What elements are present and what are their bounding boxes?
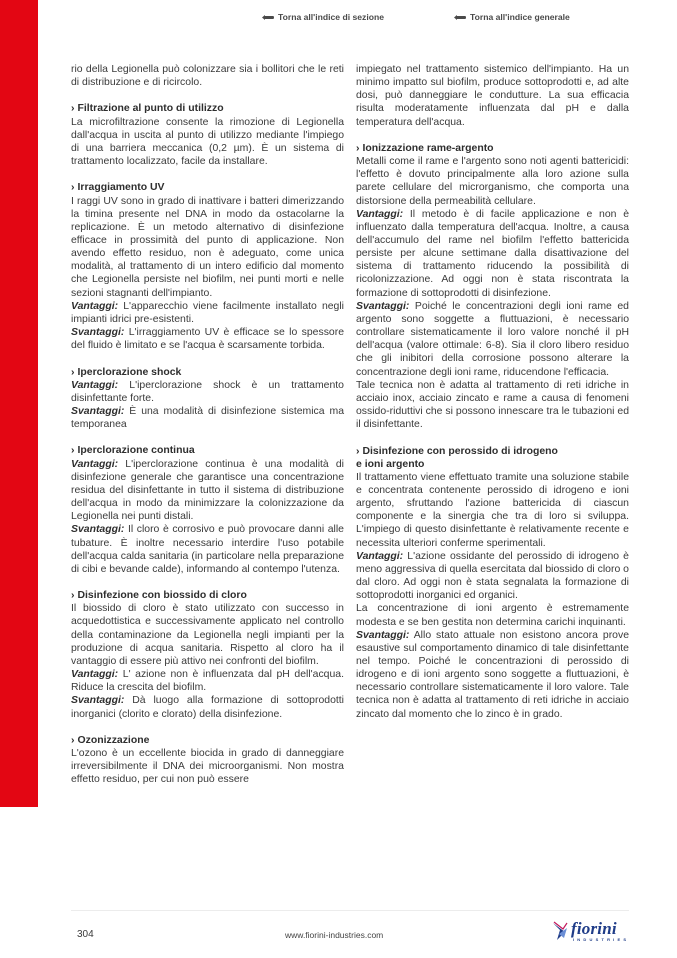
continua-pros: Vantaggi: L'iperclorazione continua è una modalità di disinfezione generale che garantisce una concentrazione residua del disinfettante in tutto il sistema di distribuzione dell'acqua in modo da minimizzare la colonizzazione da Legionella nei punti distali.: [71, 458, 344, 523]
ionizzazione-pros: Vantaggi: Il metodo è di facile applicazione e non è influenzato dalla temperatura dell'acqua. Inoltre, a causa dell'accumulo del rame nel biofilm l'effetto battericida persiste per alcune settimane dalla disattivazione del sistema di trattamento riducendo la possibilità di ricolonizzazione. Ad oggi non è stata riscontrata la formazione di sottoprodotti di disinfezione.: [356, 208, 629, 299]
perossido-body: Il trattamento viene effettuato tramite una soluzione stabile e concentrata contenente perossido di idrogeno e ioni argento, sfruttando l'azione battericida di ciascun componente e la sinergia che tra di loro si sviluppa. L'impiego di questo disinfettante è relativamente recente e necessita ulteriori conferme sperimentali.: [356, 471, 629, 549]
chevron-right-icon: ›: [71, 182, 75, 194]
biossido-body: Il biossido di cloro è stato utilizzato con successo in acquedottistica e successivamente applicato nel controllo della contaminazione da Legionella negli impianti per la produzione di acqua sanitaria. Rispetto al cloro ha il vantaggio di essere più attivo nei confronti del biofilm.: [71, 603, 344, 667]
left-column: [71, 63, 344, 787]
back-to-section-index-label: Torna all'indice di sezione: [278, 12, 384, 22]
chevron-right-icon: ›: [356, 142, 360, 154]
ionizzazione-body: Metalli come il rame e l'argento sono noti agenti battericidi: l'effetto è dovuto principalmente alla loro azione sulla parete cellulare del microrganismo, che comporta una distorsione della permeabilità cellulare.: [356, 156, 629, 207]
section-heading-perossido: › Disinfezione con perossido di idrogeno e ioni argento: [356, 445, 558, 470]
perossido-pros: Vantaggi: L'azione ossidante del perossido di idrogeno è meno aggressiva di quella esercitata dal biossido di cloro o dal cloro. Ad oggi non è stata segnalata la formazione di sottoprodotti inorganici ed organici.: [356, 550, 629, 602]
back-to-general-index-label: Torna all'indice generale: [470, 12, 570, 22]
ozono-body: L'ozono è un eccellente biocida in grado di danneggiare irreversibilmente il DNA dei microorganismi. Non mostra effetto residuo, per cui non può essere: [71, 748, 344, 786]
section-heading-ionizzazione: › Ionizzazione rame-argento: [356, 142, 494, 154]
chevron-right-icon: ›: [71, 734, 75, 746]
ionizzazione-cons: Svantaggi: Poiché le concentrazioni degli ioni rame ed argento sono soggette a fluttuazioni, è necessario controllare sistematicamente il loro valore nonché il pH dell'acqua (valore ottimale: 6-8). Sia il cloro libero residuo che gli inibitori della corrosione possono alterare la concentrazione degli ioni rame, riducendone l'efficacia.: [356, 300, 629, 378]
chevron-right-icon: ›: [71, 590, 75, 602]
page-number: 304: [77, 929, 94, 940]
perossido-cons: Svantaggi: Allo stato attuale non esistono ancora prove esaustive sul comportamento dinamico di tale disinfettante nel tempo. Poiché le concentrazioni di perossido di idrogeno e di ioni argento sono soggette a fluttuazioni, è necessario controllare sistematicamente il loro valore. Tale tecnica non è adatta al trattamento di reti idriche in acciaio zincato dal momento che lo zinco è in grado.: [356, 629, 629, 720]
chevron-right-icon: ›: [71, 366, 75, 378]
back-to-general-index-link[interactable]: [454, 12, 570, 22]
ionizzazione-note: Tale tecnica non è adatta al trattamento di reti idriche in acciaio inox, acciaio zincato e rame a causa di fenomeni ossido-riduttivi che si possono innescare tra le tubazioni ed il disinfettante.: [356, 379, 629, 431]
fiorini-logo: [551, 920, 631, 948]
uv-cons: Svantaggi: L'irraggiamento UV è efficace se lo spessore del fluido è limitato e se l'acqua è scarsamente torbida.: [71, 327, 344, 352]
section-heading-continua: › Iperclorazione continua: [71, 445, 195, 457]
right-column: [356, 63, 629, 787]
filtrazione-body: La microfiltrazione consente la rimozione di Legionella dall'acqua in uscita al punto di utilizzo mediante l'impiego di una barriera meccanica (0,2 µm). È un sistema di trattamento localizzato, facile da installare.: [71, 116, 344, 168]
continua-cons: Svantaggi: Il cloro è corrosivo e può provocare danni alle tubature. È inoltre necessario interdire l'uso potabile dell'acqua calda sanitaria (in particolare nella preparazione di cibi e bevande calde), informando al contempo l'utenza.: [71, 524, 344, 575]
uv-body: I raggi UV sono in grado di inattivare i batteri dimerizzando la timina presente nel DNA in modo da ostacolarne la replicazione. È un metodo alternativo di disinfezione efficace in prossimità del punto di applicazione. Non avendo effetto residuo, non è adeguato, come unica modalità, al trattamento di un intero edificio dal momento che Legionella persiste nel biofilm, nei punti morti e nelle sezioni stagnanti dell'impianto.: [71, 195, 344, 299]
chevron-right-icon: ›: [71, 103, 75, 115]
section-heading-filtrazione: › Filtrazione al punto di utilizzo: [71, 103, 224, 115]
biossido-cons: Svantaggi: Dà luogo alla formazione di sottoprodotti inorganici (clorito e clorato) della disinfezione.: [71, 695, 344, 720]
section-heading-biossido: › Disinfezione con biossido di cloro: [71, 590, 247, 602]
biossido-pros: Vantaggi: L' azione non è influenzata dal pH dell'acqua. Riduce la crescita del biofilm.: [71, 669, 344, 694]
ozono-continued: impiegato nel trattamento sistemico dell'impianto. Ha un minimo impatto sul biofilm, produce sottoprodotti e, ad alte dosi, può danneggiare le condutture. La sua efficacia risulta moderatamente influenzata dal pH e dalla temperatura dell'acqua.: [356, 64, 629, 128]
section-heading-uv: › Irraggiamento UV: [71, 182, 165, 194]
logo-wordmark: fiorini: [571, 919, 617, 938]
back-hand-icon: [262, 14, 274, 21]
back-hand-icon: [454, 14, 466, 21]
two-column-body: [71, 63, 629, 787]
footer-divider: [71, 910, 629, 911]
section-heading-shock: › Iperclorazione shock: [71, 366, 182, 378]
shock-cons: Svantaggi: È una modalità di disinfezione sistemica ma temporanea: [71, 406, 344, 431]
chevron-right-icon: ›: [71, 445, 75, 457]
red-side-bar: [0, 0, 38, 807]
section-heading-ozono: › Ozonizzazione: [71, 734, 150, 746]
uv-pros: Vantaggi: L'apparecchio viene facilmente installato negli impianti idrici pre-esistenti.: [71, 300, 344, 325]
top-navigation: [0, 12, 677, 28]
website-link[interactable]: www.fiorini-industries.com: [285, 930, 384, 940]
fiorini-logo-mark-icon: [551, 920, 569, 942]
logo-subtitle: INDUSTRIES: [573, 937, 630, 942]
perossido-note: La concentrazione di ioni argento è estremamente modesta e se ben gestita non determina carichi inquinanti.: [356, 603, 629, 628]
intro-paragraph: rio della Legionella può colonizzare sia i bollitori che le reti di distribuzione e di ricircolo.: [71, 64, 344, 89]
chevron-right-icon: ›: [356, 445, 360, 457]
back-to-section-index-link[interactable]: [262, 12, 384, 22]
shock-pros: Vantaggi: L'iperclorazione shock è un trattamento disinfettante forte.: [71, 379, 344, 404]
